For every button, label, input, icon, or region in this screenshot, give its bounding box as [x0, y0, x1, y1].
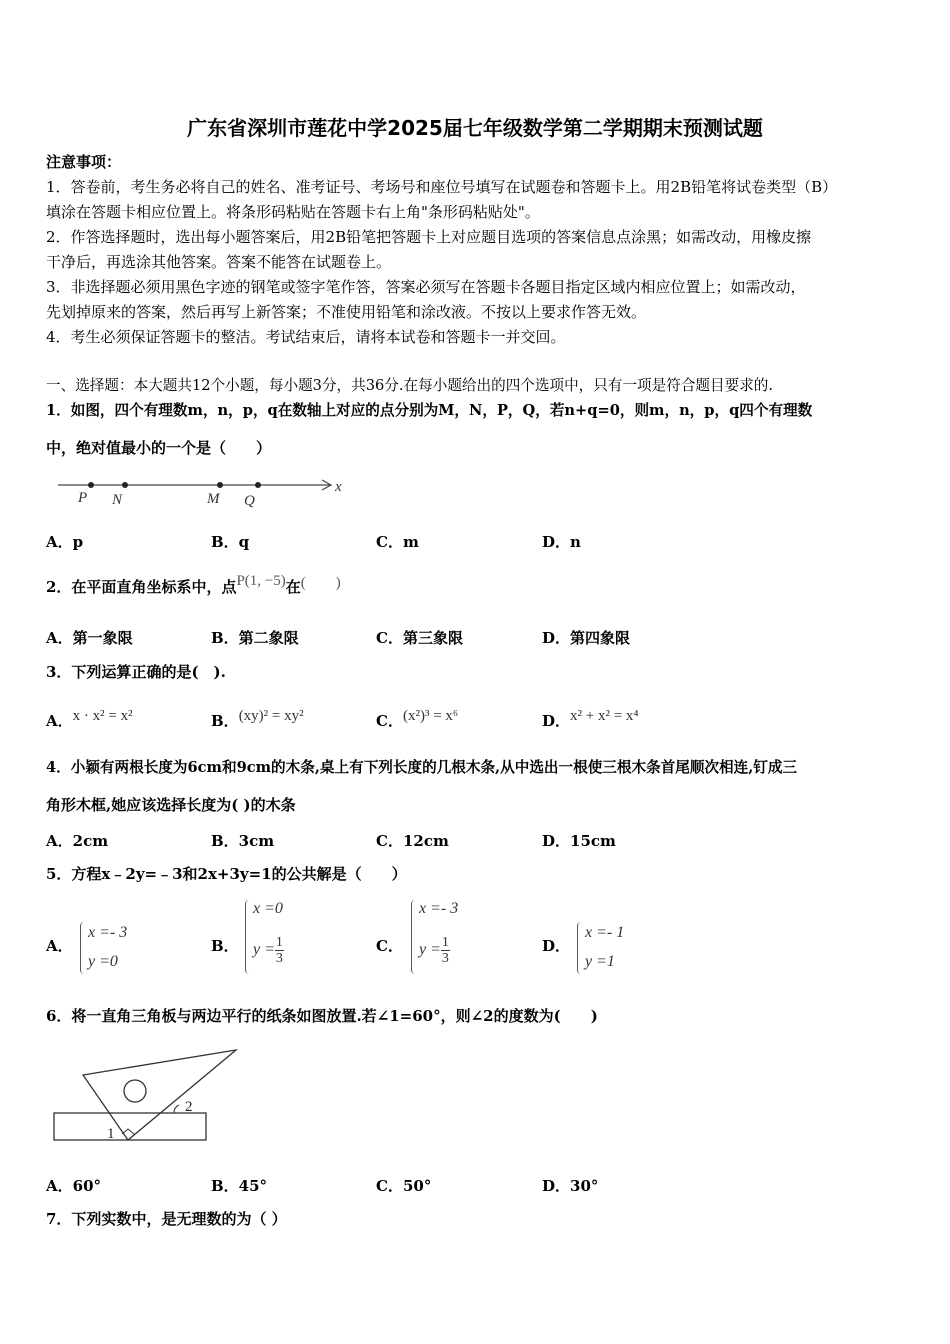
axis-label-x: x	[335, 479, 342, 495]
option-b-y-label: y =	[253, 941, 275, 959]
option-d-y: y =1	[585, 953, 615, 970]
notice-line: 干净后，再选涂其他答案。答案不能答在试题卷上。	[46, 253, 392, 271]
section-heading: 一、选择题：本大题共12个小题，每小题3分，共36分.在每小题给出的四个选项中，只有一项是符合题目要求的.	[46, 377, 774, 394]
denominator: 3	[275, 951, 283, 966]
question-1-stem: 1．如图，四个有理数m，n，p，q在数轴上对应的点分别为M，N，P，Q，若n+q=0，则m，n，p，q四个有理数	[46, 402, 813, 419]
notice-line: 填涂在答题卡相应位置上。将条形码粘贴在答题卡右上角"条形码粘贴处"。	[46, 203, 540, 221]
brace-icon	[80, 922, 86, 974]
option-label: C．	[376, 712, 403, 730]
point-m	[217, 482, 223, 488]
notice-line: 4．考生必须保证答题卡的整洁。考试结束后，请将本试卷和答题卡一并交回。	[46, 328, 566, 346]
notice-line: 3．非选择题必须用黑色字迹的钢笔或签字笔作答，答案必须写在答题卡各题目指定区域内相应位置上；如需改动，	[46, 278, 806, 296]
triangle-ruler-figure	[48, 1042, 248, 1146]
fraction	[441, 935, 450, 966]
question-2-mid: 在	[285, 578, 301, 596]
point-n	[122, 482, 128, 488]
set-square-hole	[124, 1080, 146, 1102]
option-c-label: C．	[376, 937, 403, 955]
option-b	[211, 710, 304, 731]
answer-paren: ( )	[300, 575, 341, 591]
option-d: D．30°	[542, 1177, 599, 1195]
question-4-stem: 4．小颖有两根长度为6cm和9cm的木条,桌上有下列长度的几根木条,从中选出一根使三根木条首尾顺次相连,钉成三	[46, 759, 798, 776]
option-d	[542, 710, 639, 731]
option-b: B．第二象限	[211, 629, 299, 647]
option-label: A．	[46, 712, 73, 730]
page-title: 广东省深圳市莲花中学2025届七年级数学第二学期期末预测试题	[187, 116, 763, 140]
option-d: D．15cm	[542, 832, 616, 850]
question-4-stem-cont: 角形木框,她应该选择长度为( )的木条	[46, 796, 296, 814]
option-d: D．第四象限	[542, 629, 631, 647]
option-b: B．q	[211, 533, 250, 551]
option-d: D．n	[542, 533, 581, 551]
option-label: B．	[211, 712, 239, 730]
fraction	[275, 935, 284, 966]
option-d-x: x =- 1	[585, 924, 625, 941]
label-p: P	[78, 490, 88, 506]
question-5-stem: 5．方程x﹣2y=﹣3和2x+3y=1的公共解是（ ）	[46, 865, 407, 883]
option-c: C．50°	[376, 1177, 432, 1195]
question-2-prefix: 2．在平面直角坐标系中，点	[46, 578, 237, 596]
question-1-stem-cont: 中，绝对值最小的一个是（ ）	[46, 439, 272, 457]
point-q	[255, 482, 261, 488]
notice-line: 1．答卷前，考生务必将自己的姓名、准考证号、考场号和座位号填写在试题卷和答题卡上。用2B铅笔将试卷类型（B）	[46, 178, 838, 196]
option-b-expression: (xy)² = xy²	[238, 708, 304, 724]
option-c: C．m	[376, 533, 419, 551]
point-expression: P(1, −5)	[236, 573, 286, 589]
option-c-y-label: y =	[419, 941, 441, 959]
option-d-expression: x² + x² = x⁴	[570, 708, 639, 724]
denominator: 3	[441, 951, 449, 966]
option-c	[376, 710, 458, 731]
option-a: A．60°	[46, 1177, 102, 1195]
option-b-x: x =0	[253, 900, 283, 917]
option-a-y: y =0	[88, 953, 118, 970]
label-q: Q	[244, 493, 255, 509]
question-6-stem: 6．将一直角三角板与两边平行的纸条如图放置.若∠1=60°，则∠2的度数为( )	[46, 1007, 598, 1025]
option-d-label: D．	[542, 937, 571, 955]
set-square-triangle	[83, 1050, 236, 1140]
option-c-expression: (x²)³ = x⁶	[402, 708, 459, 724]
notice-line: 先划掉原来的答案，然后再写上新答案；不准使用铅笔和涂改液。不按以上要求作答无效。	[46, 303, 647, 321]
brace-icon	[245, 900, 251, 974]
option-c: C．12cm	[376, 832, 449, 850]
option-a: A．p	[46, 533, 84, 551]
option-b-y	[253, 935, 284, 966]
numerator: 1	[275, 935, 283, 950]
option-label: D．	[542, 712, 571, 730]
number-line-figure	[52, 472, 352, 512]
angle-2-label: 2	[185, 1099, 193, 1115]
angle-2-arc	[174, 1105, 179, 1113]
option-a	[46, 710, 133, 731]
notice-line: 2．作答选择题时，选出每小题答案后，用2B铅笔把答题卡上对应题目选项的答案信息点涂黑；如需改动，用橡皮擦	[46, 228, 812, 246]
notice-heading: 注意事项：	[46, 153, 122, 171]
numerator: 1	[441, 935, 449, 950]
option-c: C．第三象限	[376, 629, 463, 647]
brace-icon	[411, 900, 417, 974]
label-m: M	[207, 491, 220, 507]
question-3-stem: 3．下列运算正确的是( ).	[46, 663, 226, 681]
point-p	[88, 482, 94, 488]
option-a: A．2cm	[46, 832, 109, 850]
option-a: A．第一象限	[46, 629, 133, 647]
question-7-stem: 7．下列实数中，是无理数的为（ ）	[46, 1210, 287, 1228]
option-a-label: A．	[46, 937, 73, 955]
brace-icon	[577, 922, 583, 974]
option-a-x: x =- 3	[88, 924, 128, 941]
paper-strip	[54, 1113, 206, 1140]
option-a-expression: x · x² = x²	[72, 708, 133, 724]
option-b-label: B．	[211, 937, 239, 955]
question-2-stem	[46, 573, 341, 598]
option-c-y	[419, 935, 450, 966]
angle-1-label: 1	[107, 1126, 115, 1142]
option-b: B．45°	[211, 1177, 268, 1195]
label-n: N	[112, 492, 123, 508]
option-b: B．3cm	[211, 832, 275, 850]
option-c-x: x =- 3	[419, 900, 459, 917]
